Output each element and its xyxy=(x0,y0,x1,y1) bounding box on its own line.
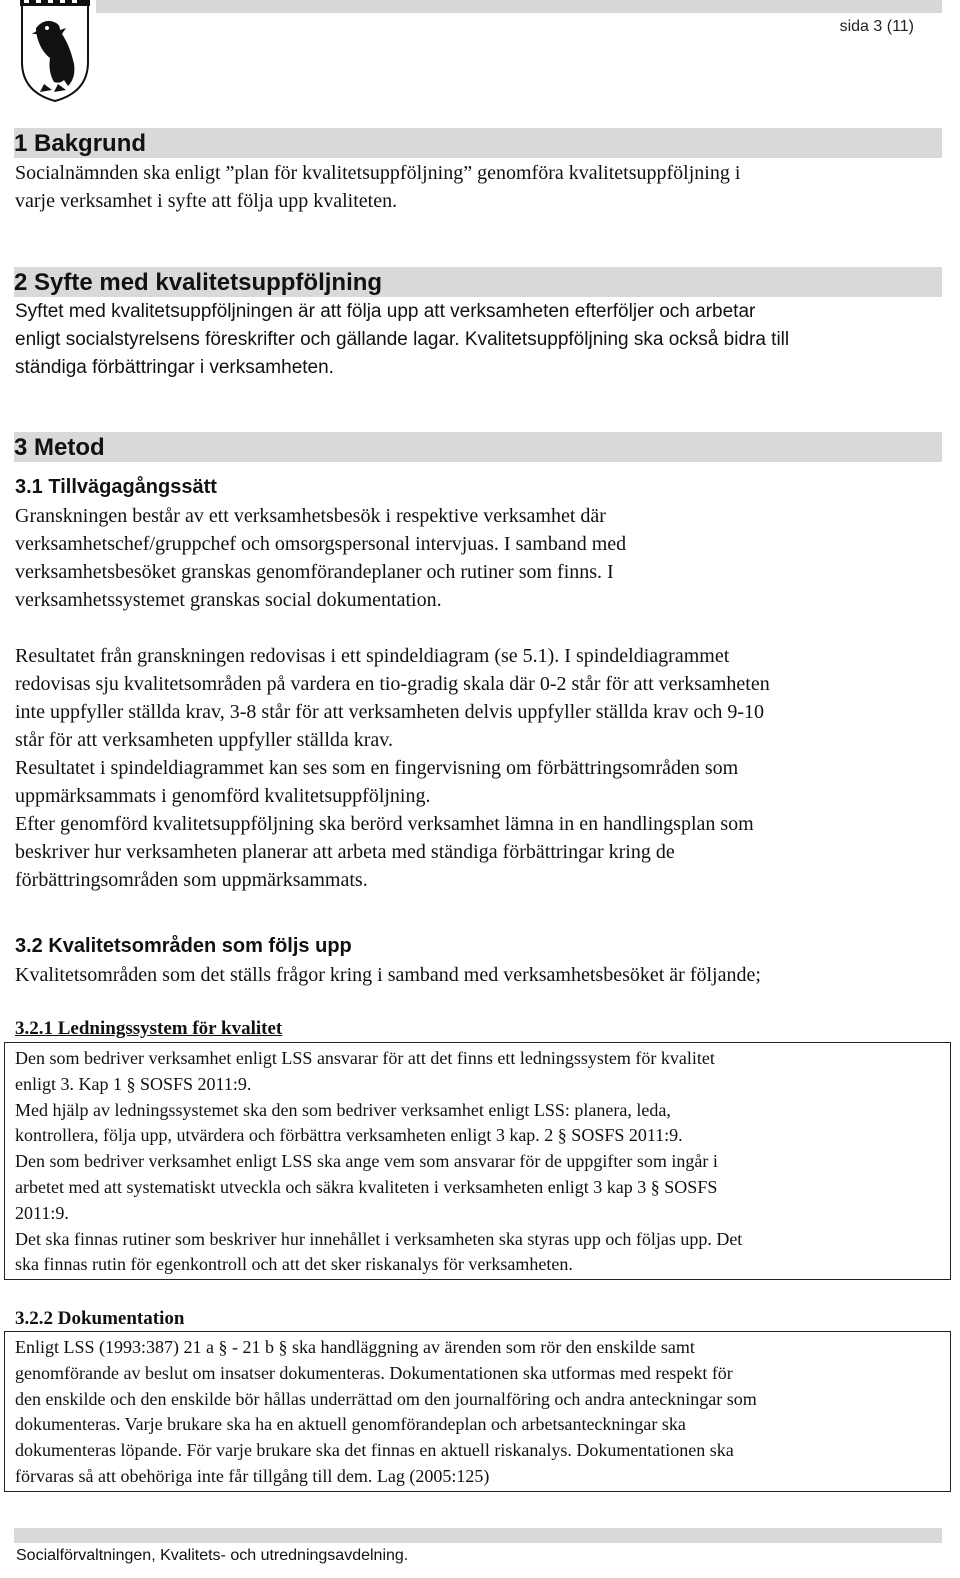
footer-text: Socialförvaltningen, Kvalitets- och utredningsavdelning. xyxy=(16,1547,409,1564)
section-heading-metod: 3 Metod xyxy=(14,432,942,462)
paragraph-bakgrund: Socialnämnden ska enligt ”plan för kvalitetsuppföljning” genomföra kvalitetsuppföljning i varje verksamhet i syfte att följa upp kvaliteten. xyxy=(15,162,741,212)
section-heading-syfte: 2 Syfte med kvalitetsuppföljning xyxy=(14,267,942,297)
ledningssystem-text: Den som bedriver verksamhet enligt LSS ansvarar för att det finns ett ledningssystem för kvalitet enligt 3. Kap 1 § SOSFS 2011:9. Med hjälp av ledningssystemet ska den som bedriver verksamhet enligt LSS: planera, leda, kontrollera, följa upp, utvärdera och förbättra verksamheten enligt 3 kap. 2 § SOSFS 2011:9. Den som bedriver verksamhet enligt LSS ska ange vem som ansvarar för de uppgifter som ingår i arbetet med att systematiskt utveckla och säkra kvaliteten i verksamheten enligt 3 kap 3 § SOSFS 2011:9. Det ska finnas rutiner som beskriver hur innehållet i verksamheten ska styras upp och följas upp. Det ska finnas rutin för egenkontroll och att det sker riskanalys för verksamheten. xyxy=(15,1048,743,1275)
subsection-heading-tillvagagangssatt: 3.1 Tillvägagångssätt xyxy=(15,476,217,498)
subsection-heading-ledningssystem: 3.2.1 Ledningssystem för kvalitet xyxy=(15,1018,283,1039)
dokumentation-text: Enligt LSS (1993:387) 21 a § - 21 b § ska handläggning av ärenden som rör den enskilde samt genomförande av beslut om insatser dokumenteras. Dokumentationen ska utformas med respekt för den enskilde och den enskilde bör hållas underrättad om den journalföring och andra anteckningar som dokumenteras. Varje brukare ska ha en aktuell genomförandeplan och arbetsanteckningar ska dokumenteras löpande. För varje brukare ska det finnas en aktuell riskanalys. Dokumentationen ska förvaras så att obehöriga inte får tillgång till dem. Lag (2005:125) xyxy=(15,1337,757,1486)
subsection-heading-kvalitetsomraden: 3.2 Kvalitetsområden som följs upp xyxy=(15,935,352,957)
footer-bar xyxy=(14,1528,942,1543)
header-bar xyxy=(96,0,942,13)
coat-of-arms-falcon-icon xyxy=(14,0,96,104)
subsection-heading-dokumentation: 3.2.2 Dokumentation xyxy=(15,1308,185,1329)
page-number: sida 3 (11) xyxy=(839,18,914,35)
paragraph-syfte: Syftet med kvalitetsuppföljningen är att följa upp att verksamheten efterföljer och arbetar enligt socialstyrelsens föreskrifter och gällande lagar. Kvalitetsuppföljning ska också bidra till ständiga förbättringar i verksamheten. xyxy=(15,301,790,378)
section-heading-bakgrund: 1 Bakgrund xyxy=(14,128,942,158)
paragraph-tillvagagangssatt-1: Granskningen består av ett verksamhetsbesök i respektive verksamhet där verksamhetschef/gruppchef och omsorgspersonal intervjuas. I samband med verksamhetsbesöket granskas genomförandeplaner och rutiner som finns. I verksamhetssystemet granskas social dokumentation. xyxy=(15,505,627,611)
paragraph-kvalitetsomraden: Kvalitetsområden som det ställs frågor kring i samband med verksamhetsbesöket är följande; xyxy=(15,964,761,986)
paragraph-tillvagagangssatt-2: Resultatet från granskningen redovisas i ett spindeldiagram (se 5.1). I spindeldiagrammet redovisas sju kvalitetsområden på vardera en tio-gradig skala där 0-2 står för att verksamheten inte uppfyller ställda krav, 3-8 står för att verksamheten delvis uppfyller ställda krav och 9-10 står för att verksamheten uppfyller ställda krav. Resultatet i spindeldiagrammet kan ses som en fingervisning om förbättringsområden som uppmärksammats i genomförd kvalitetsuppföljning. Efter genomförd kvalitetsuppföljning ska berörd verksamhet lämna in en handlingsplan som beskriver hur verksamheten planerar att arbeta med ständiga förbättringar kring de förbättringsområden som uppmärksammats. xyxy=(15,645,770,891)
